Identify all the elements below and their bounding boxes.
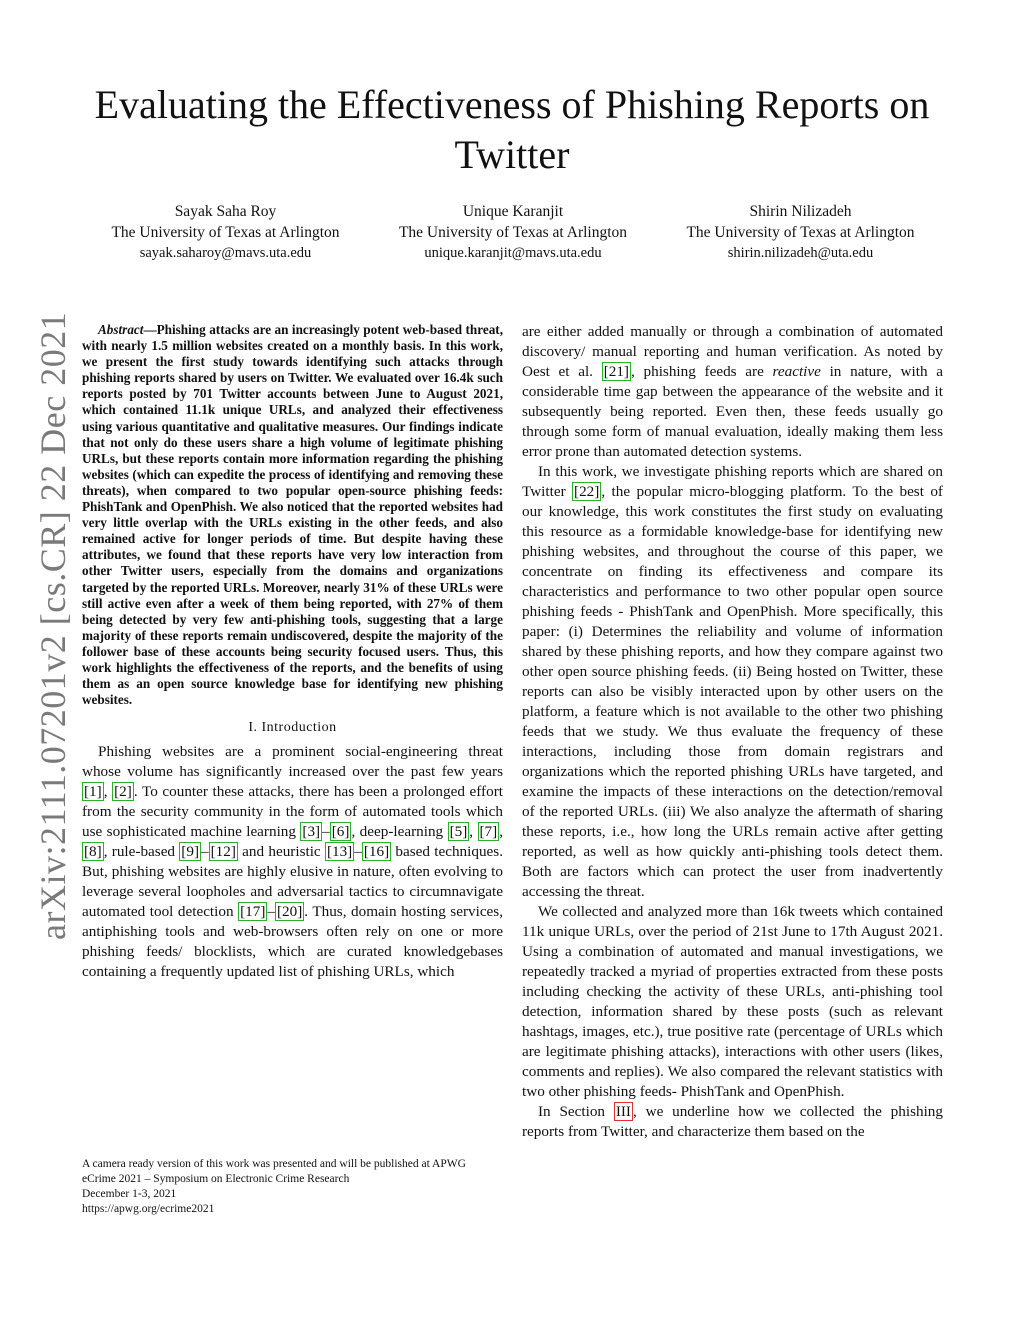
author-3: [657, 201, 944, 264]
right-paragraph-0: [522, 322, 943, 462]
text-run: In this work, we investigate phishing reports which are shared on Twitter: [522, 463, 943, 500]
author-name: Unique Karanjit: [462, 203, 564, 220]
text-run: , we underline how we collected the phishing reports from Twitter, and characterize them based on the: [522, 1103, 943, 1140]
text-run: , the popular micro-blogging platform. To the best of our knowledge, this work constitutes the first study on evaluating this resource as a formidable knowledge-base for identifying new phishing websites, and throughout the course of this paper, we concentrate on finding its effectiveness and compare its characteristics and performance to two other popular open source phishing feeds - PhishTank and OpenPhish. More specifically, this paper: (i) Determines the reliability and volume of information shared by these phishing reports, and how they compare against two other open source phishing feeds. (ii) Being hosted on Twitter, these reports can also be visibly interacted upon by other users on the platform, a feature which is not available to the other two phishing feeds that we study. We thus evaluate the frequency of these interactions, including those from domain registrars and organizations which the reported phishing URLs have targeted, and examine the impacts of these interactions on the detection/removal of the reported URLs. (iii) We also analyze the aftermath of sharing these reports, i.e., how long the URLs remain active after getting reported, as well as how quickly anti-phishing tools detect them. Both are factors which can protect the user from inadvertently accessing the threat.: [522, 483, 943, 900]
footnote-line: https://apwg.org/ecrime2021: [82, 1203, 215, 1215]
author-email: shirin.nilizadeh@uta.edu: [727, 245, 874, 261]
right-column: [522, 322, 943, 1142]
text-run: –: [267, 903, 275, 921]
author-affiliation: The University of Texas at Arlington: [686, 224, 915, 241]
right-paragraph-3: [522, 1102, 943, 1142]
citation-link[interactable]: [16]: [363, 843, 390, 861]
text-run: –: [354, 843, 362, 861]
footnote: [82, 1157, 503, 1217]
text-run: in nature, with a considerable time gap between the appearance of the website and it subsequently being reported. Even then, these feeds usually go through some form of manual evaluation, ideally making them less error prone than automated detection systems.: [522, 363, 943, 460]
author-email: unique.karanjit@mavs.uta.edu: [424, 245, 602, 261]
abstract-dash: —: [143, 322, 157, 337]
text-run: Phishing websites are a prominent social-engineering threat whose volume has significantly increased over the past few years: [82, 743, 503, 781]
text-run: –: [201, 843, 209, 861]
citation-link[interactable]: [5]: [449, 823, 468, 841]
citation-link[interactable]: [12]: [210, 843, 236, 861]
text-run: . Thus, domain hosting services, antiphishing tools and web-browsers often rely on one or more phishing feeds/ blocklists, which are curated knowledgebases containing a frequently updated list of phishing URLs, which: [82, 903, 504, 981]
footnote-line: December 1-3, 2021: [82, 1188, 177, 1200]
footnote-line: eCrime 2021 – Symposium on Electronic Crime Research: [82, 1173, 350, 1185]
citation-link[interactable]: [17]: [240, 903, 266, 921]
abstract: [82, 322, 503, 708]
citation-link[interactable]: [3]: [302, 823, 321, 841]
author-name: Shirin Nilizadeh: [749, 203, 852, 220]
text-run: and heuristic: [237, 843, 325, 861]
emphasis-text: reactive: [772, 363, 821, 380]
abstract-text: Phishing attacks are an increasingly potent web-based threat, with nearly 1.5 million websites created on a monthly basis. In this work, we present the first study towards identifying such attacks through phishing reports shared by users on Twitter. We evaluated over 16.4k such reports posted by 701 Twitter accounts between June to August 2021, which contained 11.1k unique URLs, and analyzed their effectiveness using various quantitative and qualitative measures. Our findings indicate that not only do these users share a high volume of legitimate phishing URLs, but these reports contain more information regarding the phishing websites (which can expedite the process of identifying and removing these threats), when compared to two popular open-source phishing feeds: PhishTank and OpenPhish. We also noticed that the reported websites had very little overlap with the URLs existing in the other feeds, and also remained active for longer periods of time. But despite having these attributes, we found that these reports have very low interaction from other Twitter users, especially from the domains and organizations targeted by the reported URLs. Moreover, nearly 31% of these URLs were still active even after a week of them being reported, with 27% of them being detected by very few anti-phishing tools, suggesting that a large majority of these reports remain undiscovered, despite the majority of the follower base of these accounts being security focused users. Thus, this work highlights the effectiveness of the reports, and the benefits of using them as an open source knowledge base for identifying new phishing websites.: [82, 322, 503, 708]
citation-link[interactable]: [1]: [84, 783, 102, 801]
text-run: based techniques. But, phishing websites are highly elusive in nature, often evolving to leverage several loopholes and adversarial tactics to circumnavigate automated tool detection: [82, 843, 504, 921]
citation-link[interactable]: [6]: [331, 823, 350, 841]
author-1: [82, 201, 369, 264]
section-link[interactable]: III: [615, 1103, 631, 1120]
intro-paragraph-1: [82, 742, 503, 982]
right-paragraph-2: We collected and analyzed more than 16k tweets which contained 11k unique URLs, over the period of 21st June to 17th August 2021. Using a combination of automated and manual investigations, we repeatedly tracked a myriad of properties extracted from these posts including checking the activity of these URLs, anti-phishing tool detection, information shared by these posts (such as relevant hashtags, images, etc.), true positive rate (percentage of URLs which are legitimate phishing attacks), interactions with other users (likes, comments and replies). We also compared the relevant statistics with two other phishing feeds- PhishTank and OpenPhish.: [522, 903, 943, 1100]
right-paragraph-1: [522, 462, 943, 902]
text-run: . To counter these attacks, there has been a prolonged effort from the security community in the form of automated tools which use sophisticated machine learning: [82, 783, 503, 841]
author-2: [370, 201, 657, 264]
abstract-lead: Abstract: [98, 322, 144, 337]
author-name: Sayak Saha Roy: [174, 203, 277, 220]
author-affiliation: The University of Texas at Arlington: [111, 224, 340, 241]
text-run: are either added manually or through a combination of automated discovery/ manual reporting and human verification. As noted by Oest et al.: [522, 323, 943, 380]
citation-link[interactable]: [7]: [479, 823, 498, 841]
citation-link[interactable]: [2]: [114, 783, 132, 801]
section-heading-introduction: I. Introduction: [248, 720, 337, 736]
text-run: , phishing feeds are: [631, 363, 773, 380]
text-run: ,: [103, 783, 113, 801]
footnote-line: A camera ready version of this work was presented and will be published at APWG: [82, 1158, 466, 1170]
text-run: , deep-learning: [351, 823, 448, 841]
left-column: [82, 322, 503, 982]
author-block: [82, 201, 944, 264]
citation-link[interactable]: [8]: [84, 843, 102, 861]
text-run: ,: [499, 823, 504, 841]
citation-link[interactable]: [22]: [574, 483, 600, 500]
citation-link[interactable]: [20]: [276, 903, 303, 921]
text-run: –: [322, 823, 330, 841]
text-run: ,: [469, 823, 478, 841]
citation-link[interactable]: [21]: [603, 363, 629, 380]
author-affiliation: The University of Texas at Arlington: [398, 224, 628, 241]
paper-title: Evaluating the Effectiveness of Phishing Reports on Twitter: [94, 82, 930, 177]
citation-link[interactable]: [13]: [326, 843, 353, 861]
text-run: , rule-based: [103, 843, 180, 861]
text-run: In Section: [538, 1103, 614, 1120]
arxiv-stamp: arXiv:2111.07201v2 [cs.CR] 22 Dec 2021: [33, 311, 73, 940]
citation-link[interactable]: [9]: [181, 843, 200, 861]
author-email: sayak.saharoy@mavs.uta.edu: [139, 245, 312, 261]
